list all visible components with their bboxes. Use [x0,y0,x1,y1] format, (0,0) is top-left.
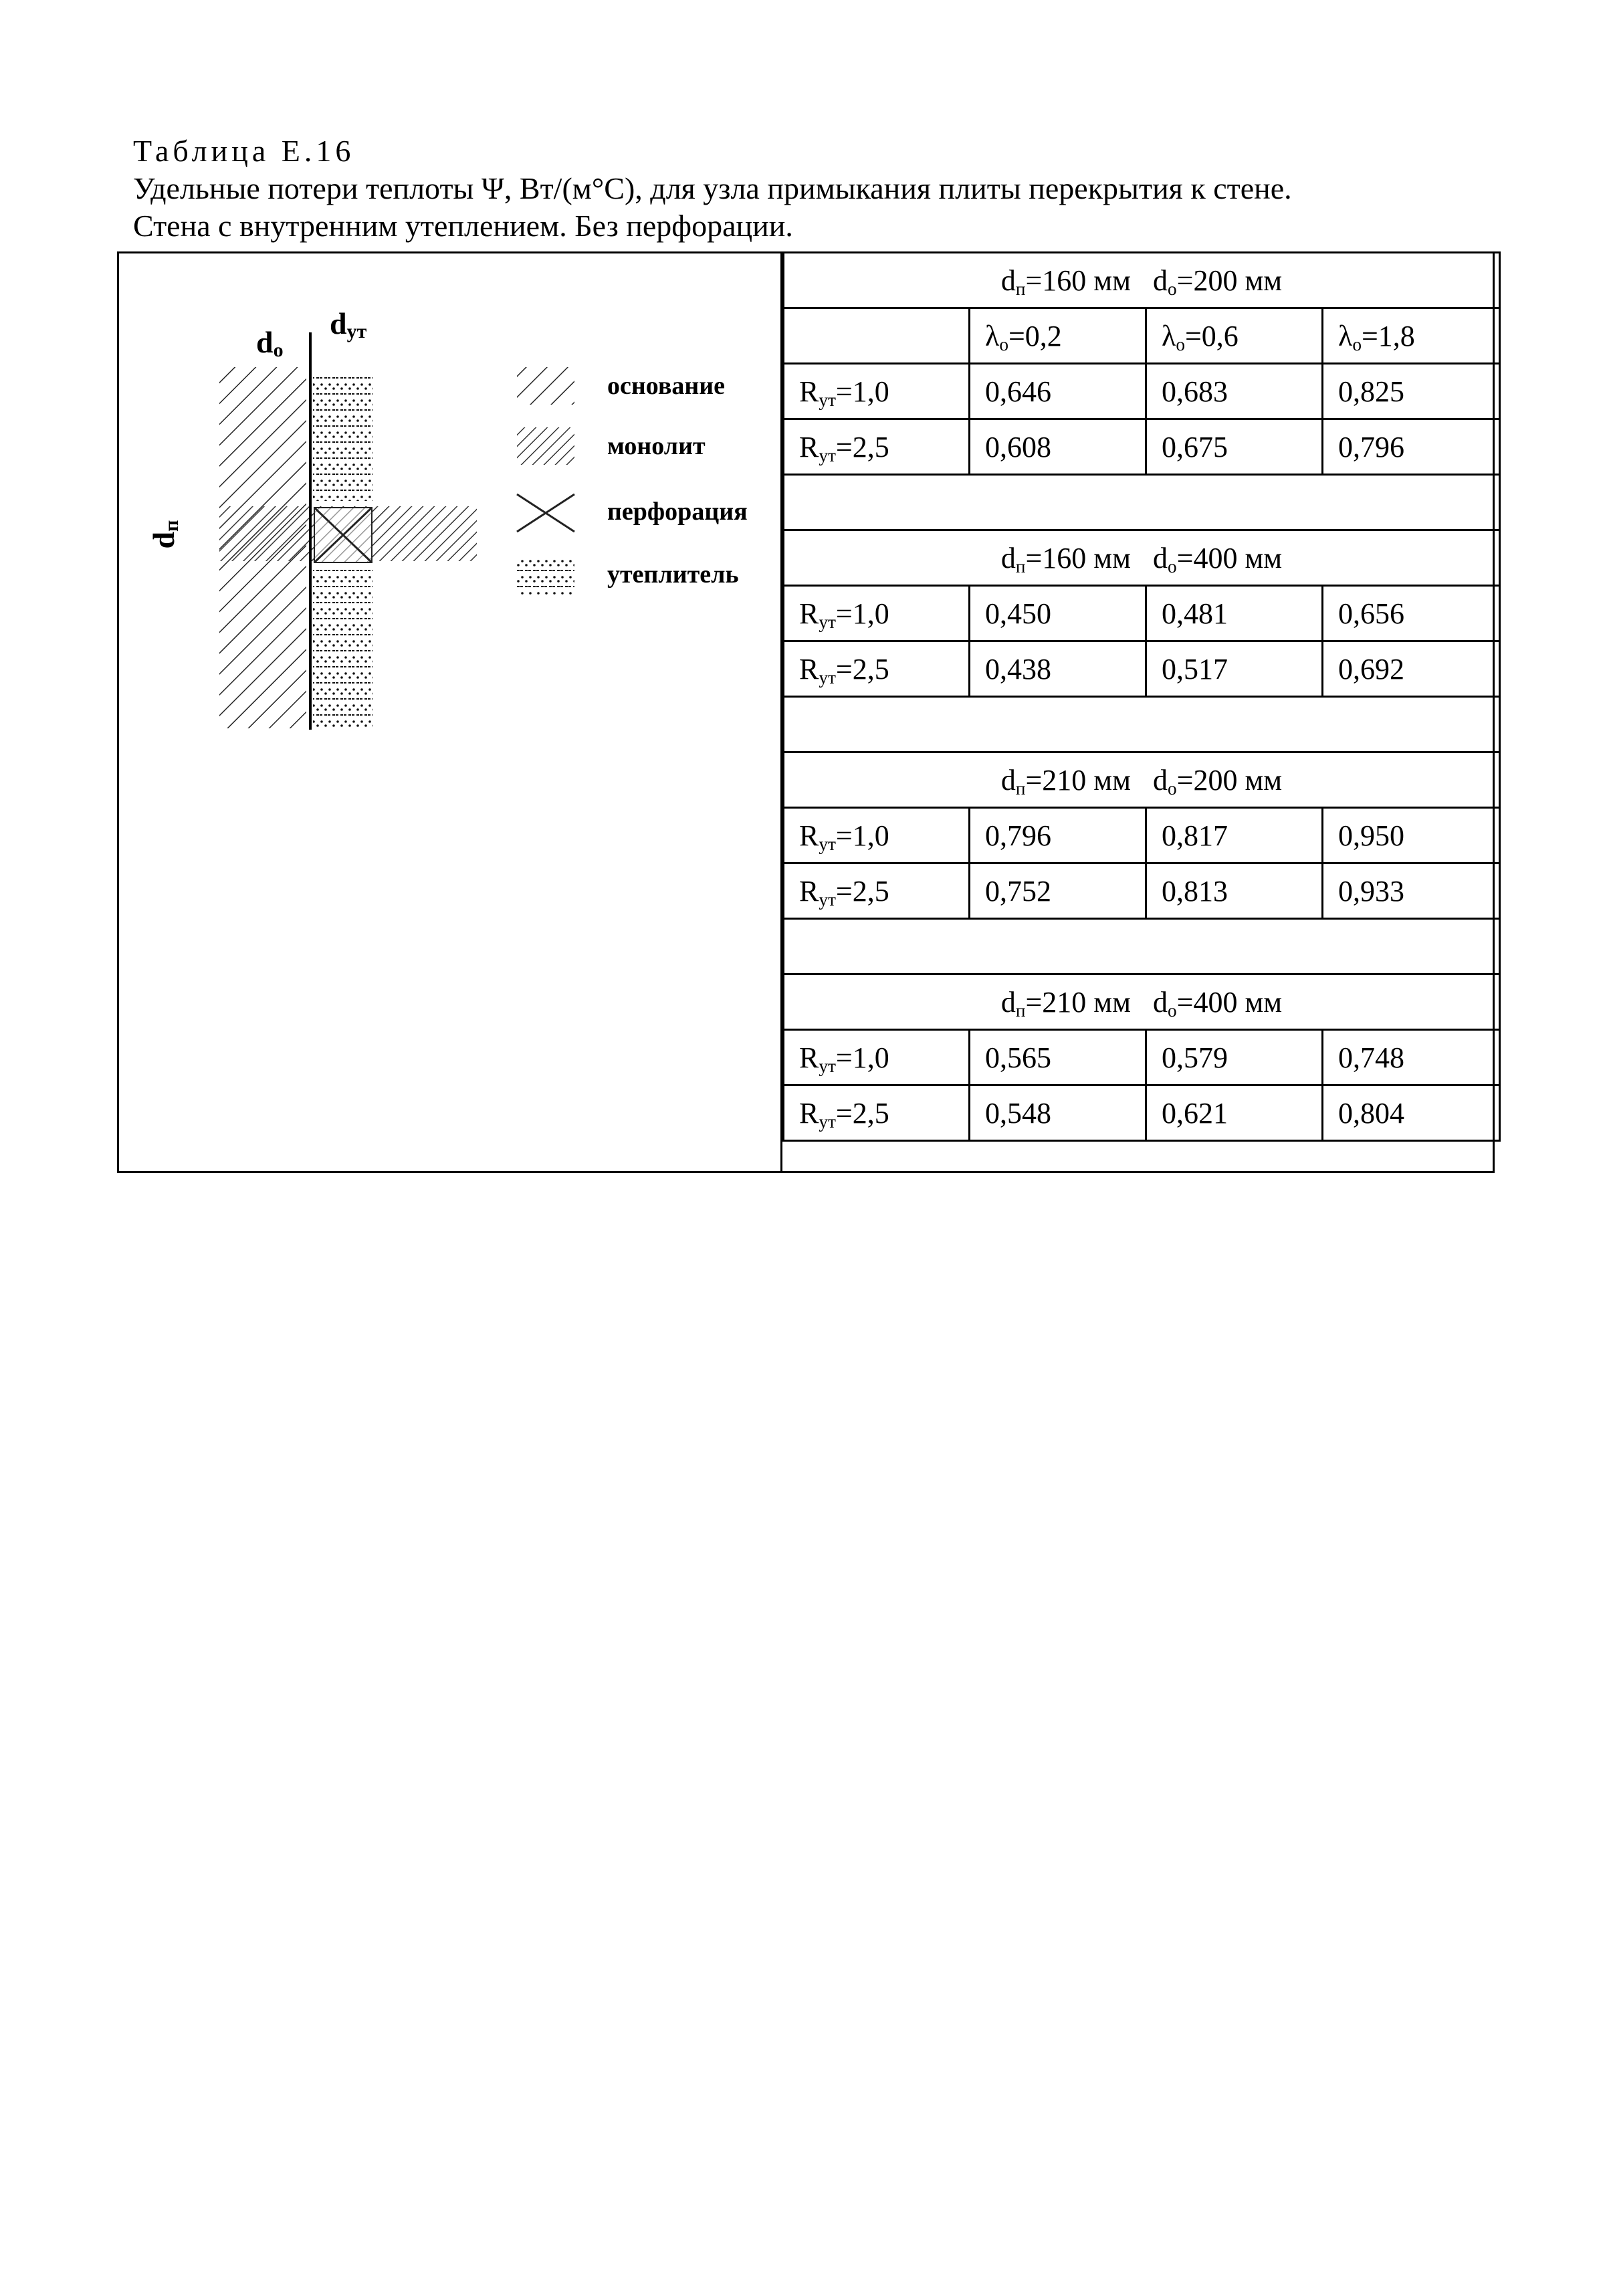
value-cell: 0,438 [970,641,1146,697]
spacer-row [784,697,1500,752]
value-cell: 0,656 [1323,586,1500,641]
figure-cell [119,253,782,1171]
table-row [784,586,1500,641]
table-title-line-2: Стена с внутренним утеплением. Без перфорации. [133,209,793,243]
value-cell: 0,804 [1323,1085,1500,1141]
group-header: $d_п=210$ мм $d_о=400$ мм [784,974,1500,1030]
label-d-ut: dут [330,306,367,342]
junction-cross [314,508,372,562]
spacer-cell [784,697,1500,752]
legend-label-insulation: утеплитель [607,560,739,589]
table-row [784,364,1500,419]
insulation-upper [313,374,373,501]
r-label: $R_{ут}=2,5$ [784,419,970,475]
lambda-header-row [784,308,1500,364]
r-label: $R_{ут}=1,0$ [784,586,970,641]
value-cell: 0,517 [1146,641,1323,697]
value-cell: 0,548 [970,1085,1146,1141]
spacer-cell [784,475,1500,530]
group-header: $d_п=160$ мм $d_о=400$ мм [784,530,1500,586]
r-label: $R_{ут}=2,5$ [784,641,970,697]
lambda-header: $\lambda_o=0,2$ [970,308,1146,364]
table-caption [133,132,1292,245]
legend-swatch-perforation [517,494,574,532]
lambda-header: $\lambda_o=1,8$ [1323,308,1500,364]
value-cell: 0,825 [1323,364,1500,419]
table-frame [117,251,1495,1173]
junction-diagram [119,253,781,1171]
r-label: $R_{ут}=1,0$ [784,1030,970,1085]
value-cell: 0,817 [1146,808,1323,863]
value-cell: 0,579 [1146,1030,1323,1085]
r-label: $R_{ут}=2,5$ [784,1085,970,1141]
table-row [784,1085,1500,1141]
legend [517,367,748,595]
value-cell: 0,481 [1146,586,1323,641]
r-label: $R_{ут}=1,0$ [784,364,970,419]
table-row [784,1030,1500,1085]
table-row [784,419,1500,475]
legend-label-perforation: перфорация [607,498,748,526]
group-header-row [784,974,1500,1030]
group-header-row [784,752,1500,808]
value-cell: 0,683 [1146,364,1323,419]
value-cell: 0,646 [970,364,1146,419]
value-cell: 0,752 [970,863,1146,919]
r-label: $R_{ут}=2,5$ [784,863,970,919]
label-d-p: dп [146,520,183,549]
label-d-o: do [256,325,284,361]
value-cell: 0,450 [970,586,1146,641]
table-row [784,863,1500,919]
value-cell: 0,675 [1146,419,1323,475]
group-header: $d_п=210$ мм $d_о=200$ мм [784,752,1500,808]
table-label: Таблица Е.16 [133,134,355,168]
group-header-row [784,253,1500,308]
legend-swatch-monolith [517,427,574,465]
table-row [784,641,1500,697]
value-cell: 0,813 [1146,863,1323,919]
legend-label-base: основание [607,372,725,400]
legend-swatch-base [517,367,574,405]
spacer-cell [784,919,1500,974]
value-cell: 0,796 [970,808,1146,863]
group-header: $d_п=160$ мм $d_о=200$ мм [784,253,1500,308]
value-cell: 0,621 [1146,1085,1323,1141]
legend-label-monolith: монолит [607,432,706,460]
value-cell: 0,933 [1323,863,1500,919]
heat-loss-table [782,251,1501,1142]
lambda-header: $\lambda_o=0,6$ [1146,308,1323,364]
legend-swatch-insulation [517,558,574,595]
insulation-lower [313,566,373,727]
value-cell: 0,692 [1323,641,1500,697]
r-label: $R_{ут}=1,0$ [784,808,970,863]
value-cell: 0,950 [1323,808,1500,863]
spacer-row [784,919,1500,974]
value-cell: 0,565 [970,1030,1146,1085]
value-cell: 0,608 [970,419,1146,475]
value-cell: 0,748 [1323,1030,1500,1085]
empty-cell [784,308,970,364]
table-title-line-1: Удельные потери теплоты Ψ, Вт/(м°С), для узла примыкания плиты перекрытия к стене. [133,171,1292,205]
spacer-row [784,475,1500,530]
value-cell: 0,796 [1323,419,1500,475]
table-row [784,808,1500,863]
group-header-row [784,530,1500,586]
